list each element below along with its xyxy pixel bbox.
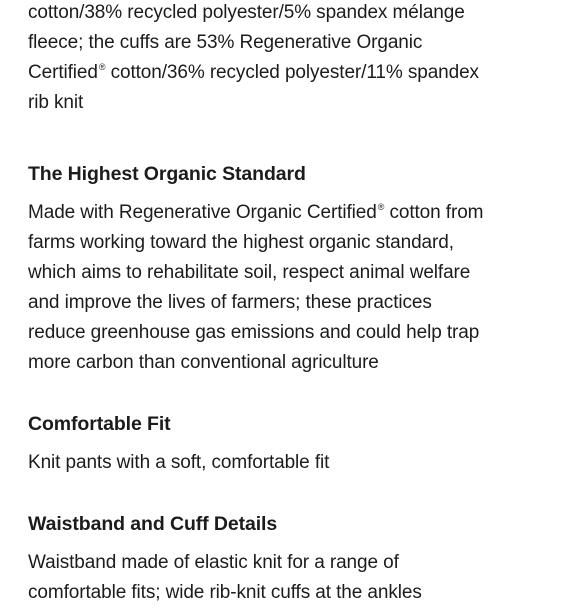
materials-description [28, 0, 558, 118]
text-line: which aims to rehabilitate soil, respect animal welfare [28, 262, 471, 283]
section-body-waistband-cuff [28, 548, 558, 608]
text-line: comfortable fits; wide rib-knit cuffs at the ankles [28, 582, 422, 603]
section-body-comfortable-fit [28, 448, 558, 478]
text-line: Made with Regenerative Organic Certified® cotton from [28, 201, 484, 223]
text-line: and improve the lives of farmers; these practices [28, 292, 432, 313]
registered-mark: ® [98, 61, 106, 72]
registered-mark: ® [377, 201, 385, 212]
text-line: reduce greenhouse gas emissions and could help trap [28, 322, 480, 343]
section-title-comfortable-fit: Comfortable Fit [28, 413, 171, 435]
text-line: Certified® cotton/36% recycled polyester/11% spandex [28, 61, 479, 83]
text-line: farms working toward the highest organic standard, [28, 232, 454, 253]
text-line: rib knit [28, 92, 84, 113]
text-line: more carbon than conventional agriculture [28, 352, 379, 373]
section-body-organic-standard [28, 198, 558, 378]
section-title-waistband-cuff: Waistband and Cuff Details [28, 513, 278, 535]
text-line: Waistband made of elastic knit for a range of [28, 552, 399, 573]
section-title-organic-standard: The Highest Organic Standard [28, 163, 306, 185]
product-details [28, 0, 558, 608]
text-line: Knit pants with a soft, comfortable fit [28, 452, 330, 473]
text-line: cotton/38% recycled polyester/5% spandex mélange [28, 2, 465, 23]
text-line: fleece; the cuffs are 53% Regenerative Organic [28, 32, 423, 53]
